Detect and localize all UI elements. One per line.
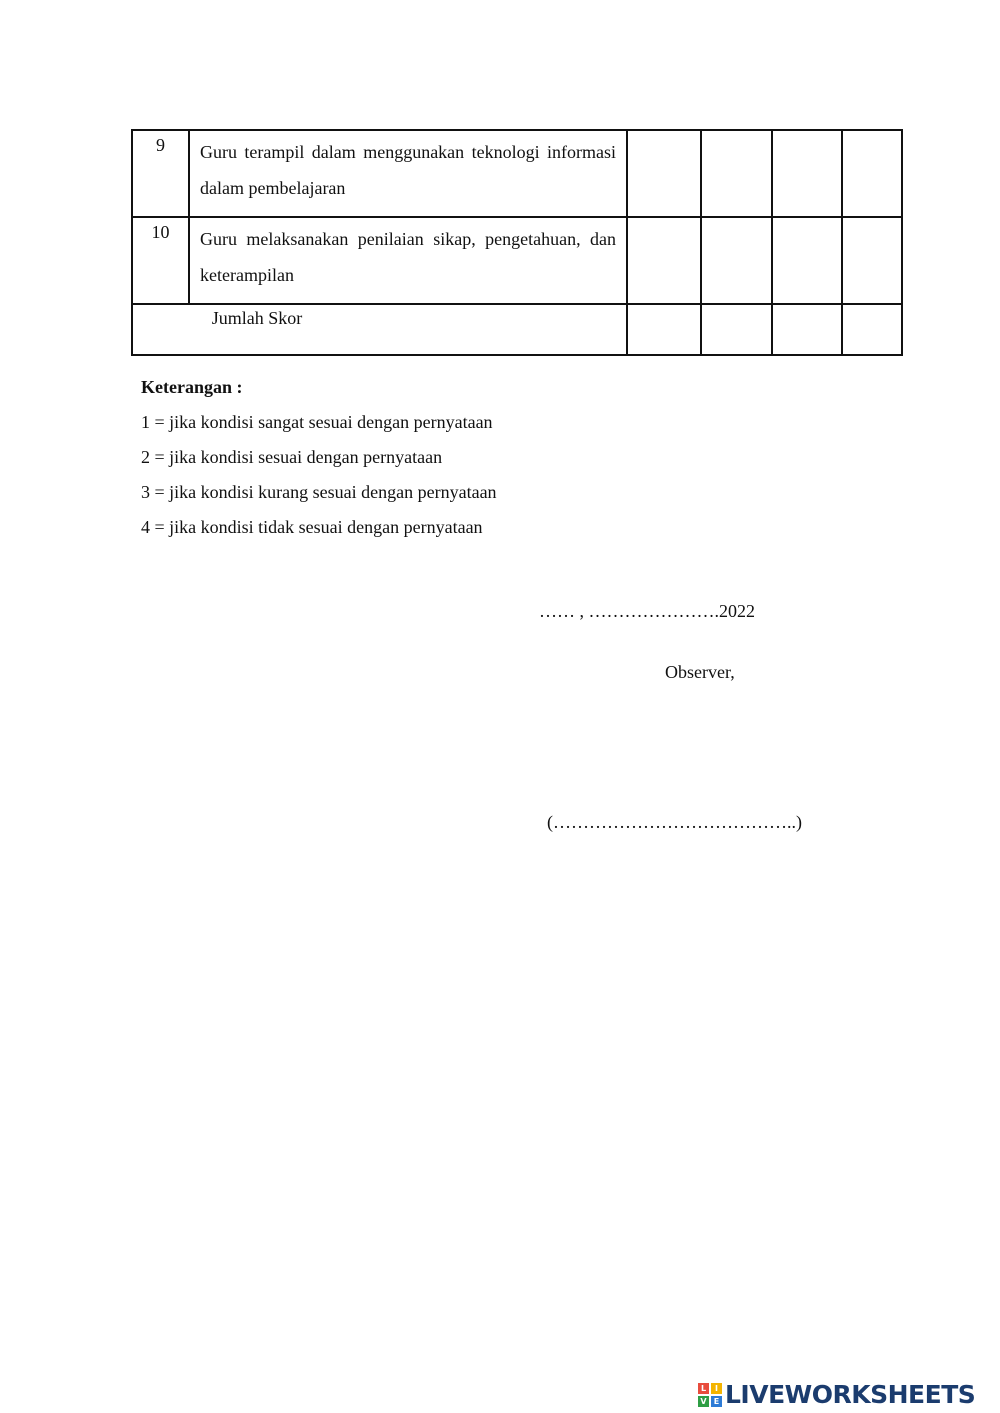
score-cell-1[interactable] <box>627 217 701 304</box>
legend-title: Keterangan : <box>141 377 243 397</box>
signature-name-line: (…………………………………..) <box>547 812 802 832</box>
item-statement: Guru terampil dalam menggunakan teknologi informasi dalam pembelajaran <box>189 130 627 217</box>
logo-tile: V <box>698 1396 709 1407</box>
total-cell-4[interactable] <box>842 304 902 355</box>
total-cell-1[interactable] <box>627 304 701 355</box>
score-cell-4[interactable] <box>842 130 902 217</box>
liveworksheets-brand <box>698 1380 975 1409</box>
observer-label: Observer, <box>665 662 735 682</box>
logo-tile: L <box>698 1383 709 1394</box>
legend-item: 2 = jika kondisi sesuai dengan pernyataan <box>141 447 443 467</box>
item-statement: Guru melaksanakan penilaian sikap, pengetahuan, dan keterampilan <box>189 217 627 304</box>
score-cell-2[interactable] <box>701 130 772 217</box>
date-line: …… , ………………….2022 <box>539 601 755 621</box>
liveworksheets-logo-icon <box>698 1383 722 1407</box>
legend-item: 1 = jika kondisi sangat sesuai dengan pernyataan <box>141 412 493 432</box>
total-cell-2[interactable] <box>701 304 772 355</box>
brand-text: LIVEWORKSHEETS <box>725 1380 976 1409</box>
score-cell-4[interactable] <box>842 217 902 304</box>
legend-item: 4 = jika kondisi tidak sesuai dengan pernyataan <box>141 517 483 537</box>
table-row <box>132 217 902 304</box>
item-number: 9 <box>132 130 189 217</box>
total-cell-3[interactable] <box>772 304 842 355</box>
total-score-label: Jumlah Skor <box>132 304 627 355</box>
total-row <box>132 304 902 355</box>
score-cell-1[interactable] <box>627 130 701 217</box>
score-cell-3[interactable] <box>772 217 842 304</box>
logo-tile: I <box>711 1383 722 1394</box>
score-cell-3[interactable] <box>772 130 842 217</box>
legend <box>141 377 497 551</box>
table-row <box>132 130 902 217</box>
item-number: 10 <box>132 217 189 304</box>
logo-tile: E <box>711 1396 722 1407</box>
legend-item: 3 = jika kondisi kurang sesuai dengan pernyataan <box>141 482 497 502</box>
score-cell-2[interactable] <box>701 217 772 304</box>
observation-score-table <box>131 129 903 356</box>
